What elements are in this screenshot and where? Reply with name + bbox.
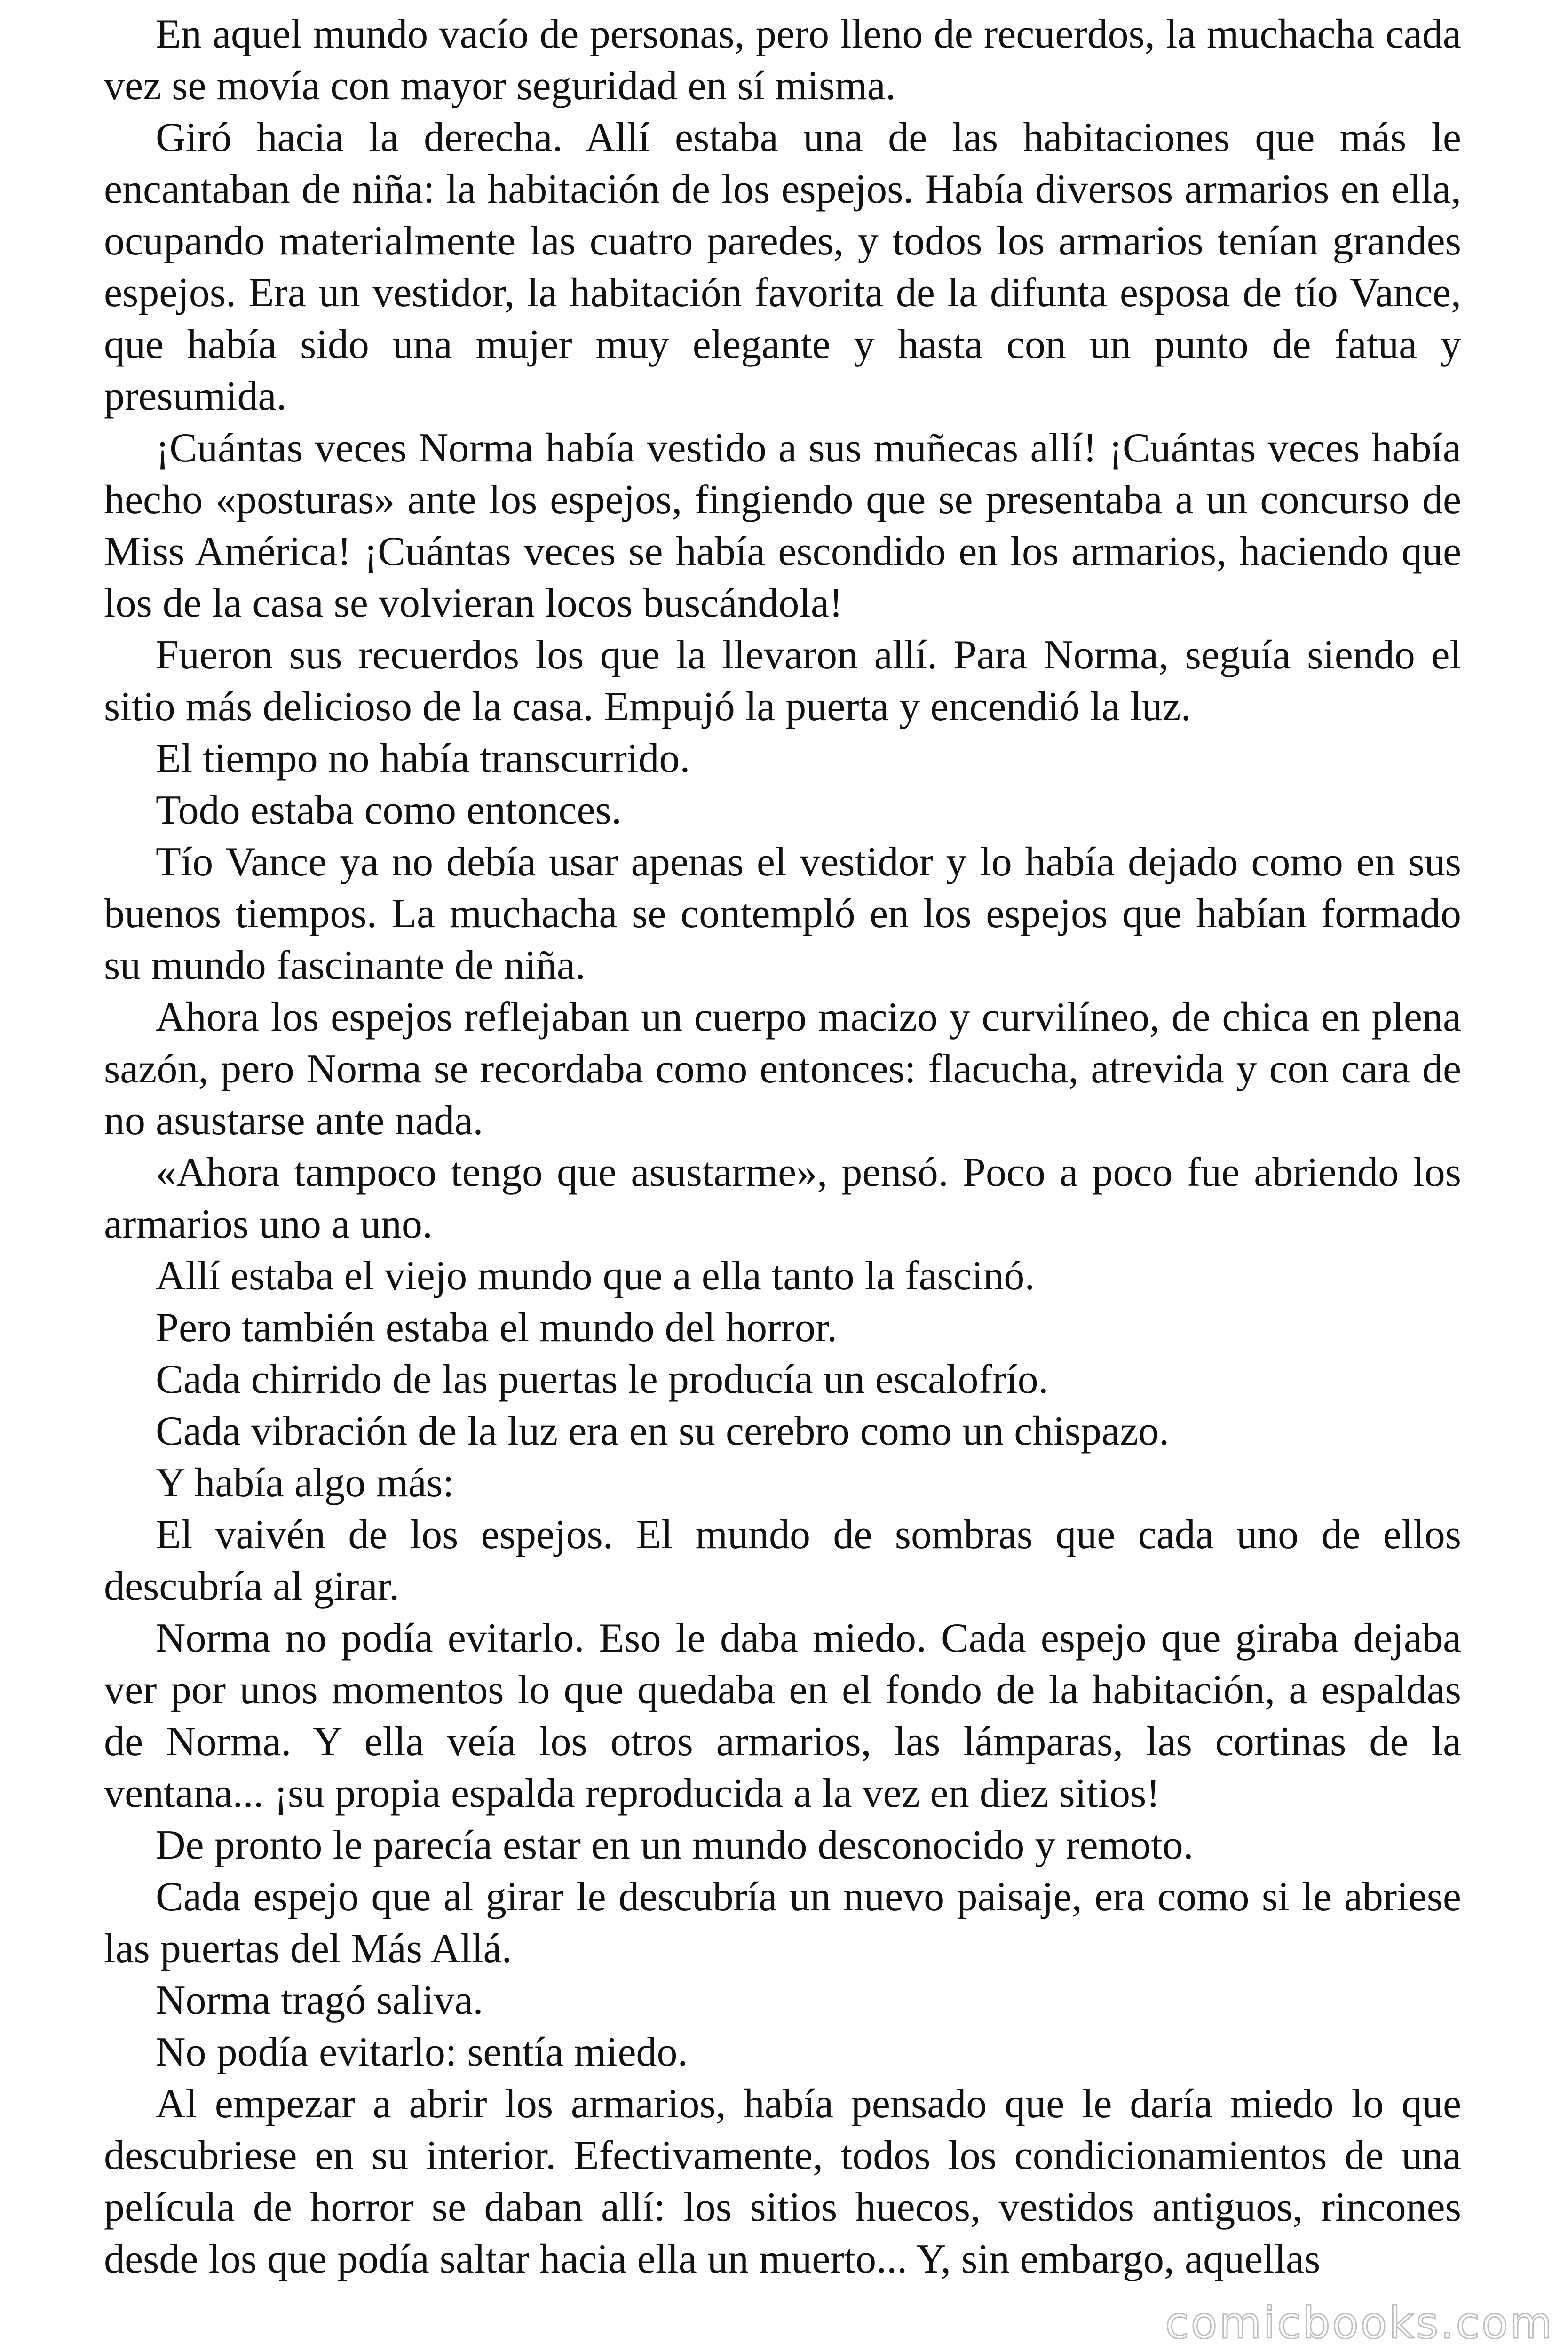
paragraph: Fueron sus recuerdos los que la llevaron allí. Para Norma, seguía siendo el sitio más delicioso de la casa. Empujó la puerta y encendió la luz. [104, 632, 1461, 730]
paragraph: «Ahora tampoco tengo que asustarme», pensó. Poco a poco fue abriendo los armarios uno a uno. [104, 1150, 1461, 1247]
paragraph: Giró hacia la derecha. Allí estaba una de las habitaciones que más le encantaban de niña: la habitación de los espejos. Había diversos armarios en ella, ocupando materialmente las cuatro paredes, y todos los armarios tenían grandes espejos. Era un vestidor, la habitación favorita de la difunta esposa de tío Vance, que había sido una mujer muy elegante y hasta con un punto de fatua y presumida. [104, 115, 1461, 419]
paragraph: En aquel mundo vacío de personas, pero lleno de recuerdos, la muchacha cada vez se movía con mayor seguridad en sí misma. [104, 11, 1461, 109]
paragraph: De pronto le parecía estar en un mundo desconocido y remoto. [156, 1822, 1194, 1868]
paragraph: Cada vibración de la luz era en su cerebro como un chispazo. [156, 1408, 1170, 1454]
paragraph: Ahora los espejos reflejaban un cuerpo macizo y curvilíneo, de chica en plena sazón, pero Norma se recordaba como entonces: flacucha, atrevida y con cara de no asustarse ante nada. [104, 994, 1461, 1144]
paragraph: Norma no podía evitarlo. Eso le daba miedo. Cada espejo que giraba dejaba ver por unos momentos lo que quedaba en el fondo de la habitación, a espaldas de Norma. Y ella veía los otros armarios, las lámparas, las cortinas de la ventana... ¡su propia espalda reproducida a la vez en diez sitios! [104, 1615, 1461, 1816]
paragraph: Pero también estaba el mundo del horror. [156, 1305, 838, 1351]
paragraph: El tiempo no había transcurrido. [156, 736, 690, 781]
paragraph: Todo estaba como entonces. [156, 787, 622, 833]
watermark: comicbooks.com [1165, 2298, 1554, 2348]
paragraph: Cada chirrido de las puertas le producía un escalofrío. [156, 1357, 1049, 1402]
paragraph: El vaivén de los espejos. El mundo de sombras que cada uno de ellos descubría al girar. [104, 1512, 1461, 1609]
book-page-text [104, 8, 1461, 2285]
paragraph: Norma tragó saliva. [156, 1978, 483, 2023]
paragraph: No podía evitarlo: sentía miedo. [156, 2029, 688, 2075]
paragraph: Allí estaba el viejo mundo que a ella tanto la fascinó. [156, 1253, 1035, 1299]
paragraph: ¡Cuántas veces Norma había vestido a sus muñecas allí! ¡Cuántas veces había hecho «posturas» ante los espejos, fingiendo que se presentaba a un concurso de Miss América! ¡Cuántas veces se había escondido en los armarios, haciendo que los de la casa se volvieran locos buscándola! [104, 425, 1461, 626]
paragraph: Al empezar a abrir los armarios, había pensado que le daría miedo lo que descubriese en su interior. Efectivamente, todos los condicionamientos de una película de horror se daban allí: los sitios huecos, vestidos antiguos, rincones desde los que podía saltar hacia ella un muerto... Y, sin embargo, aquellas [104, 2081, 1461, 2282]
paragraph: Cada espejo que al girar le descubría un nuevo paisaje, era como si le abriese las puertas del Más Allá. [104, 1874, 1461, 1971]
paragraph: Y había algo más: [156, 1460, 454, 1506]
paragraph: Tío Vance ya no debía usar apenas el vestidor y lo había dejado como en sus buenos tiempos. La muchacha se contempló en los espejos que habían formado su mundo fascinante de niña. [104, 839, 1461, 988]
